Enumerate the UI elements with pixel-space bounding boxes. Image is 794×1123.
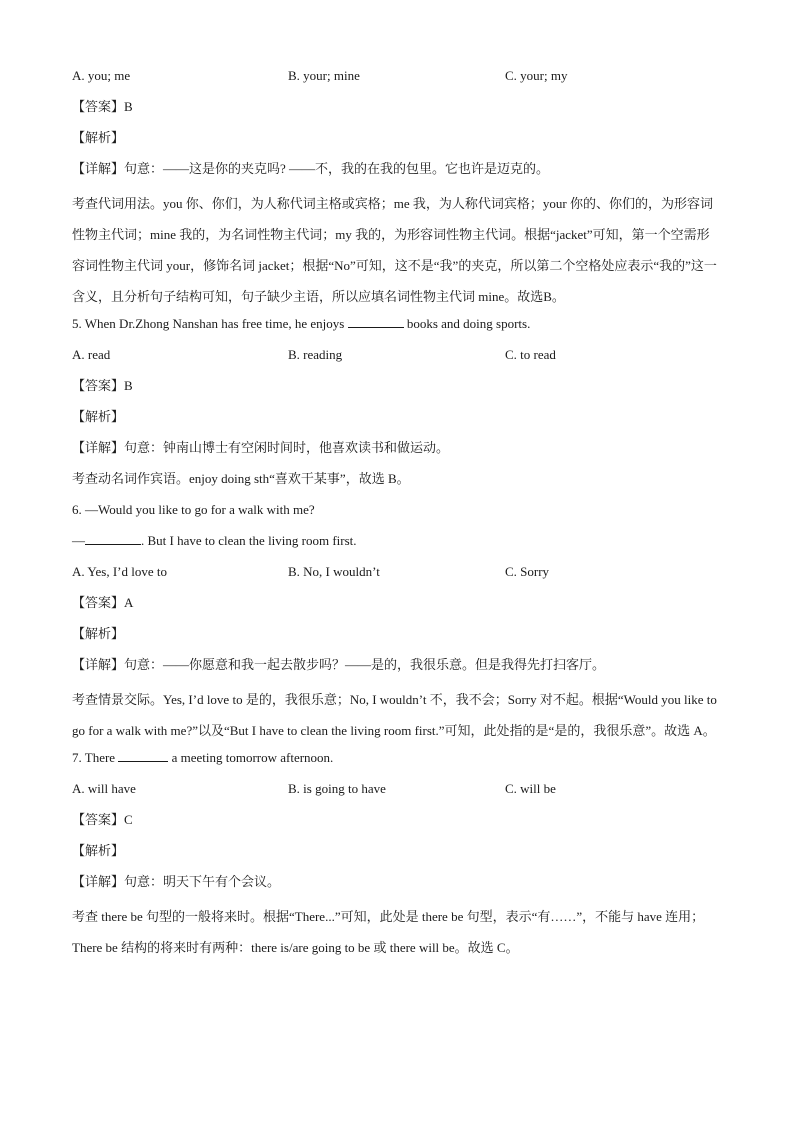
- q6-explanation: 考查情景交际。Yes, I’d love to 是的，我很乐意；No, I wouldn’t 不，我不会；Sorry 对不起。根据“Would you like to go for a walk with me?”以及“But I have to clean the living room first.”可知，此处指的是“是的，我很乐意”。故选 A。: [72, 692, 717, 738]
- q5-answer: 【答案】B: [72, 378, 133, 393]
- q4-options: [72, 64, 722, 95]
- q7-answer: 【答案】C: [72, 812, 133, 827]
- q7-option-c: C. will be: [505, 781, 556, 796]
- q6-option-a: A. Yes, I’d love to: [72, 564, 167, 579]
- q7-stem-end: a meeting tomorrow afternoon.: [168, 750, 334, 765]
- exam-page: [72, 64, 722, 963]
- q6-reply: [72, 529, 722, 560]
- q5-stem-start: 5. When Dr.Zhong Nanshan has free time, he enjoys: [72, 316, 348, 331]
- q5-stem-end: books and doing sports.: [403, 316, 531, 331]
- q5-option-c: C. to read: [505, 347, 556, 362]
- q5-stem: [72, 312, 722, 343]
- q7-option-a: A. will have: [72, 781, 136, 796]
- q7-explanation: 考查 there be 句型的一般将来时。根据“There...”可知，此处是 there be 句型，表示“有……”，不能与 have 连用；There be 结构的将来时有两种：there is/are going to be 或 there will be。故选 C。: [72, 909, 705, 955]
- q4-option-a: A. you; me: [72, 68, 131, 83]
- q5-blank: [348, 313, 404, 328]
- q4-detail: 【详解】句意：——这是你的夹克吗? ——不，我的在我的包里。它也许是迈克的。: [72, 161, 550, 176]
- q5-options: [72, 343, 722, 374]
- q6-reply-dash: —: [72, 533, 85, 548]
- q4-answer: 【答案】B: [72, 99, 133, 114]
- q6-analysis-heading: 【解析】: [72, 626, 125, 641]
- q4-option-c: C. your; my: [505, 68, 568, 83]
- q7-options: [72, 777, 722, 808]
- q6-option-b: B. No, I wouldn’t: [288, 564, 380, 579]
- q5-explanation: 考查动名词作宾语。enjoy doing sth“喜欢干某事”，故选 B。: [72, 471, 410, 486]
- q5-option-b: B. reading: [288, 347, 343, 362]
- q5-detail: 【详解】句意：钟南山博士有空闲时间时，他喜欢读书和做运动。: [72, 440, 450, 455]
- q6-option-c: C. Sorry: [505, 564, 550, 579]
- q7-stem: [72, 746, 722, 777]
- q7-option-b: B. is going to have: [288, 781, 386, 796]
- q6-reply-end: . But I have to clean the living room first.: [141, 533, 357, 548]
- q6-detail: 【详解】句意：——你愿意和我一起去散步吗？——是的，我很乐意。但是我得先打扫客厅。: [72, 657, 606, 672]
- q4-analysis-heading: 【解析】: [72, 130, 125, 145]
- q5-option-a: A. read: [72, 347, 111, 362]
- q7-analysis-heading: 【解析】: [72, 843, 125, 858]
- q4-explanation: 考查代词用法。you 你、你们，为人称代词主格或宾格；me 我，为人称代词宾格；your 你的、你们的，为形容词性物主代词；mine 我的，为名词性物主代词；my 我的，为形容词性物主代词。根据“jacket”可知，第一个空需形容词性物主代词 your，修饰名词 jacket；根据“No”可知，这不是“我”的夹克，所以第二个空格处应表示“我的”这一含义，且分析句子结构可知，句子缺少主语，所以应填名词性物主代词 mine。故选B。: [72, 196, 717, 304]
- q6-blank: [85, 530, 141, 545]
- q7-detail: 【详解】句意：明天下午有个会议。: [72, 874, 281, 889]
- q5-analysis-heading: 【解析】: [72, 409, 125, 424]
- q4-option-b: B. your; mine: [288, 68, 360, 83]
- q7-stem-start: 7. There: [72, 750, 119, 765]
- q6-stem: 6. —Would you like to go for a walk with me?: [72, 502, 315, 517]
- q6-answer: 【答案】A: [72, 595, 134, 610]
- q7-blank: [118, 747, 168, 762]
- q6-options: [72, 560, 722, 591]
